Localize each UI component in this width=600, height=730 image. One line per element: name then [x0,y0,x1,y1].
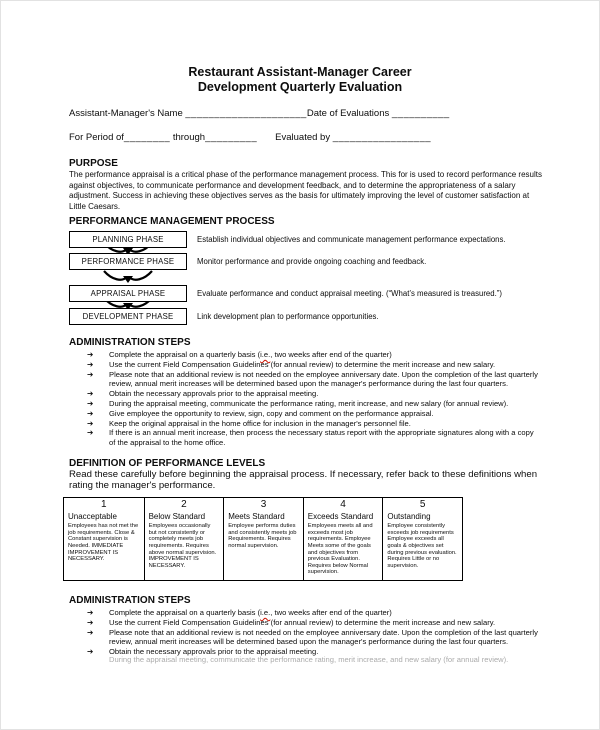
purpose-text: The performance appraisal is a critical phase of the performance management process. This for is used to record performance results against objectives, to communicate performance and development feedback, and to determine the appropriateness of a salary adjustment. Success in achieving these objectives serves as the basis for ultimately improving the level of customer satisfaction at Little Caesars. [69,170,542,211]
arrow-bullet-icon: ➔ [87,647,94,657]
level-column-2 [144,498,224,580]
period-blank-2: _________ [205,132,258,143]
step-text: Use the current Field Compensation Guidelines (for annual review) to determine the merit increase and new salary. [109,359,496,369]
step-text: During the appraisal meeting, communicate the performance rating, merit increase, and new salary (for annual review). [109,398,509,408]
arrow-bullet-icon: ➔ [87,607,94,617]
list-item [69,428,541,448]
list-item [69,370,541,390]
level-label: Meets Standard [228,512,285,522]
level-label: Below Standard [148,512,206,522]
list-item [69,360,541,370]
period-label: For Period of [69,132,124,143]
title-line-2: Development Quarterly Evaluation [197,79,403,94]
development-phase-description: Link development plan to performance opportunities. [197,312,379,321]
administration-steps-list-2 [69,608,541,657]
arrow-bullet-icon: ➔ [87,617,94,627]
list-item [69,350,541,360]
step-text: If there is an annual merit increase, then process the necessary status report with the appropriate signatures along with a copy of the appraisal to the home office. [109,428,534,448]
page-title [69,65,531,94]
step-text: Give employee the opportunity to review, sign, copy and comment on the performance appraisal. [109,408,434,418]
planning-phase-box: PLANNING PHASE [69,231,187,248]
arrow-bullet-icon: ➔ [87,389,94,399]
name-blank: _____________________ [185,108,307,119]
step-text: Complete the appraisal on a quarterly basis (i.e., two weeks after end of the quarter) [109,350,392,359]
step-text: Use the current Field Compensation Guidelines (for annual review) to determine the merit increase and new salary. [109,617,496,627]
level-description: Employee consistently exceeds job requirements Employee exceeds all goals & objectives set during previous evaluation. Requires Little or no supervision. [387,523,457,569]
level-number: 4 [340,499,346,511]
arrow-bullet-icon: ➔ [87,627,94,637]
level-label: Exceeds Standard [307,512,374,522]
name-label: Assistant-Manager's Name [69,108,186,119]
arrow-bullet-icon: ➔ [87,418,94,428]
level-number: 5 [419,499,426,511]
level-description: Employees meets all and exceeds most job requirements. Employee Meets some of the goals and objectives from previous Evaluation. Requires below Normal supervision. [307,523,373,576]
planning-phase-description: Establish individual objectives and communicate management performance expectations. [197,235,506,244]
step-text: Obtain the necessary approvals prior to the appraisal meeting. [109,647,319,657]
name-date-line [69,108,541,120]
arrow-bullet-icon: ➔ [87,428,94,438]
list-item [69,628,541,648]
level-description: Employees has not met the job requirements. Close & Constant supervision is Needed. IMMEDIATE IMPROVEMENT IS NECESSARY. [68,523,139,563]
level-description: Employee performs duties and consistently meets job Requirements. Requires normal supervision. [228,523,297,549]
step-text: Obtain the necessary approvals prior to the appraisal meeting. [109,389,319,399]
performance-phase-box: PERFORMANCE PHASE [69,253,187,270]
list-item [69,608,541,618]
step-text: Please note that an additional review is not needed on the employee anniversary date. Upon the completion of the last quarterly review, annual merit increases will be determined based upon the manager's performance during the last four quarters. [109,627,538,647]
level-column-1 [64,498,144,580]
period-blank-1: ________ [123,132,171,143]
appraisal-phase-description: Evaluate performance and conduct appraisal meeting. (“What’s measured is treasured.”) [197,289,502,298]
performance-management-process-heading: PERFORMANCE MANAGEMENT PROCESS [69,216,275,227]
level-column-3 [223,498,303,580]
list-item [69,399,541,409]
through-label: through [170,132,206,143]
list-item [69,409,541,419]
list-item [69,419,541,429]
performance-process-diagram [69,231,541,325]
level-number: 2 [181,499,187,511]
level-description: Employees occasionally but not consistently or completely meets job requirements. Requires above normal supervision. IMPROVEMENT IS NECESSARY. [148,523,217,569]
arrow-bullet-icon: ➔ [87,369,94,379]
step-text: Please note that an additional review is not needed on the employee anniversary date. Upon the completion of the last quarterly review, annual merit increases will be determined based upon the manager's performance during the last four quarters. [109,369,538,389]
level-number: 1 [101,499,107,511]
arrow-bullet-icon: ➔ [87,408,94,418]
flow-arrow-icon [96,269,160,286]
list-item [69,389,541,399]
period-evaluator-line [69,132,541,144]
title-line-1: Restaurant Assistant-Manager Career [188,65,412,79]
level-label: Unacceptable [68,512,117,522]
arrow-bullet-icon: ➔ [87,398,94,408]
spellcheck-squiggle: i.e. [260,350,271,359]
level-label: Outstanding [387,512,431,522]
arrow-bullet-icon: ➔ [87,359,94,369]
administration-steps-heading-2: ADMINISTRATION STEPS [69,594,191,606]
performance-phase-description: Monitor performance and provide ongoing coaching and feedback. [197,257,427,266]
level-number: 3 [260,499,267,511]
level-column-4 [303,498,383,580]
evaluated-by-label: Evaluated by [275,132,333,143]
list-item [69,618,541,628]
appraisal-phase-box: APPRAISAL PHASE [69,285,187,302]
level-column-5 [382,498,462,580]
performance-levels-intro: Read these carefully before beginning the appraisal process. If necessary, refer back to these definitions when rating the manager's performance. [69,468,538,491]
evaluated-by-blank: _________________ [332,132,432,143]
arrow-bullet-icon: ➔ [87,350,94,359]
administration-steps-heading-1: ADMINISTRATION STEPS [69,337,191,348]
development-phase-box: DEVELOPMENT PHASE [69,308,187,325]
spellcheck-squiggle: i.e. [260,607,271,617]
administration-steps-list-1 [69,350,541,448]
performance-levels-table [63,497,463,581]
date-label: Date of Evaluations [306,108,392,119]
purpose-heading: PURPOSE [69,158,118,169]
cropped-scan-artifact: During the appraisal meeting, communicate the performance rating, merit increase, and new salary (for annual review). [109,654,509,664]
step-text: Complete the appraisal on a quarterly basis (i.e., two weeks after end of the quarter) [109,607,392,617]
performance-levels-heading: DEFINITION OF PERFORMANCE LEVELS [69,457,266,469]
step-text: Keep the original appraisal in the home office for inclusion in the manager's personnel file. [109,418,411,428]
date-blank: __________ [391,108,450,119]
